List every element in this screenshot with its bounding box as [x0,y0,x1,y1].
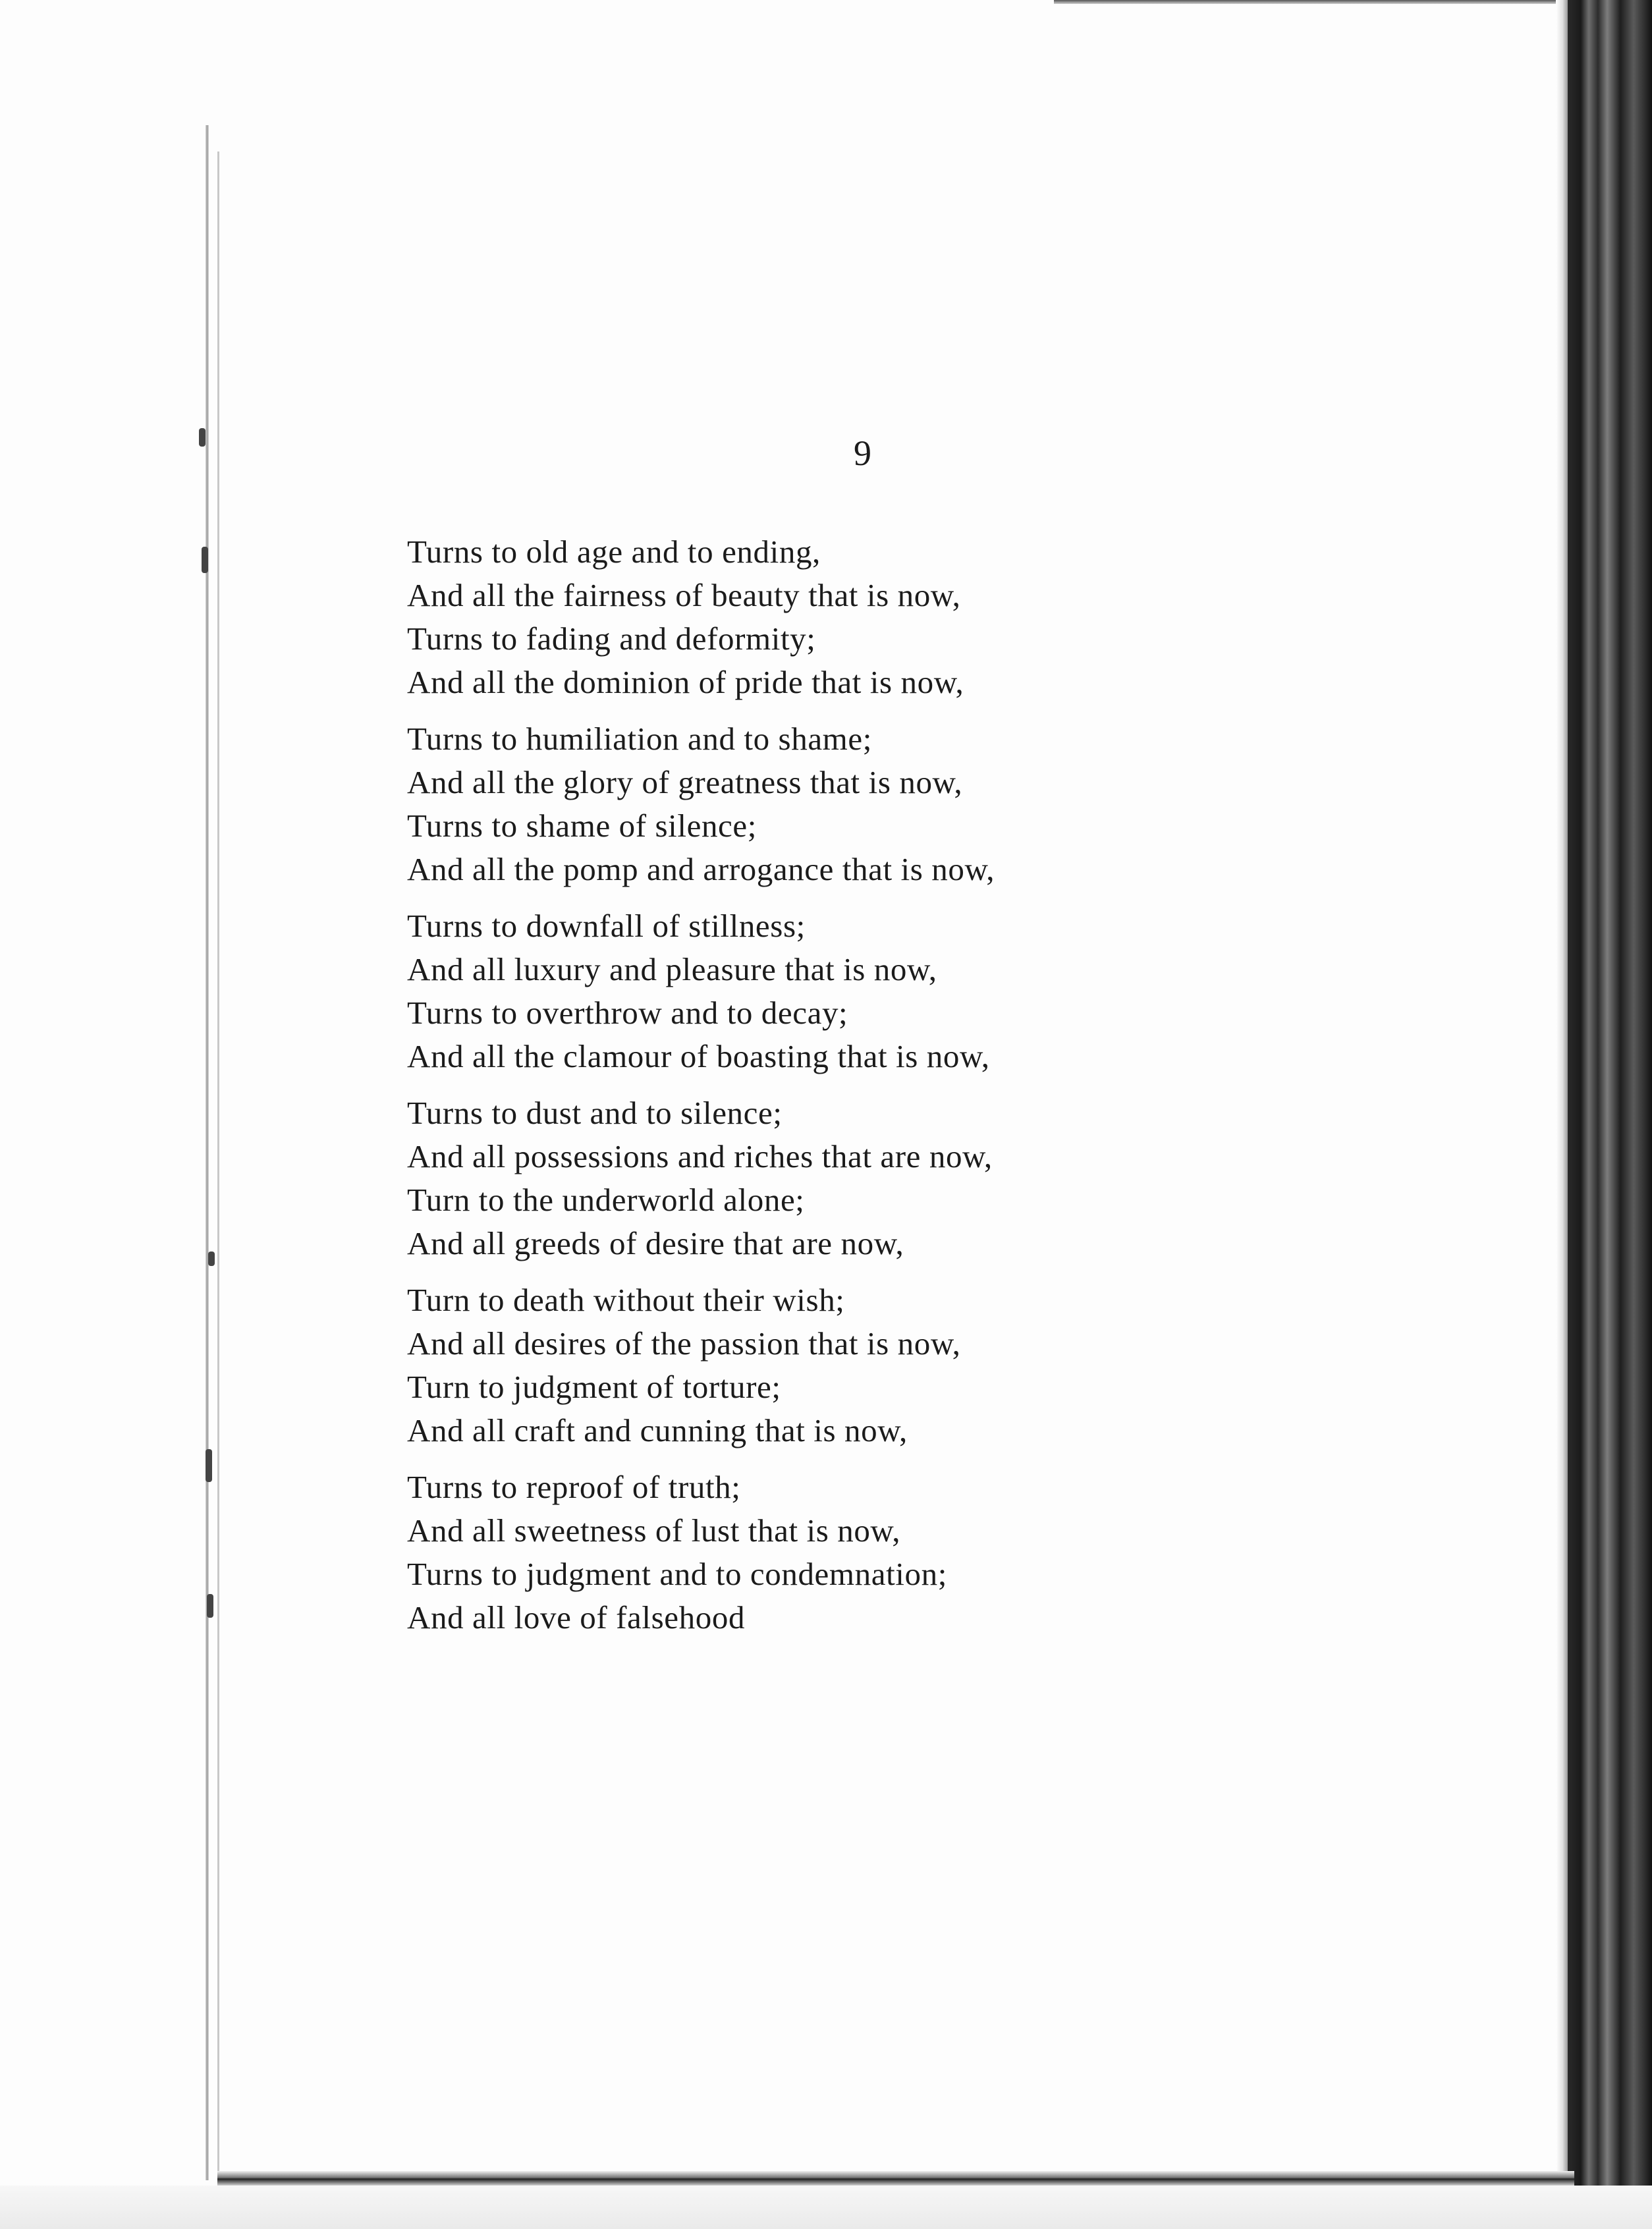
stanza [407,1279,1553,1452]
gutter-speck [206,1449,212,1482]
gutter-speck [199,428,206,447]
poem-line: Turns to humiliation and to shame; [407,721,872,757]
binding-gutter-line [206,125,209,2180]
stanza [407,1466,1553,1639]
poem-line: And all possessions and riches that are now, [407,1138,993,1174]
poem-text [407,530,1553,1653]
right-binding-edge [1568,0,1652,2229]
poem-line: Turns to dust and to silence; [407,1095,783,1131]
right-page-shadow [1556,0,1569,2229]
stanza [407,530,1553,704]
stanza [407,1091,1553,1265]
poem-line: And all the pomp and arrogance that is now, [407,851,995,887]
poem-line: And all greeds of desire that are now, [407,1225,904,1261]
poem-line: Turn to judgment of torture; [407,1369,781,1405]
stanza [407,904,1553,1078]
poem-line: Turn to the underworld alone; [407,1182,805,1218]
poem-line: And all craft and cunning that is now, [407,1412,908,1448]
gutter-speck [202,547,208,573]
poem-line: And all luxury and pleasure that is now, [407,951,937,987]
gutter-speck [208,1252,215,1266]
binding-gutter-line-secondary [217,151,219,2174]
poem-line: And all the glory of greatness that is now, [407,764,963,800]
bottom-margin [0,2186,1652,2229]
poem-line: And all the dominion of pride that is now, [407,664,964,700]
page-number: 9 [854,433,871,473]
poem-line: Turns to fading and deformity; [407,620,816,657]
poem-line: Turns to downfall of stillness; [407,908,806,944]
bottom-page-edge [217,2171,1574,2186]
stanza [407,717,1553,891]
poem-line: And all the clamour of boasting that is now, [407,1038,990,1074]
poem-line: Turns to judgment and to condemnation; [407,1556,947,1592]
poem-line: And all sweetness of lust that is now, [407,1512,901,1549]
gutter-speck [207,1594,213,1618]
poem-line: Turns to overthrow and to decay; [407,995,848,1031]
poem-line: And all love of falsehood [407,1599,746,1636]
poem-line: Turns to reproof of truth; [407,1469,741,1505]
top-page-edge [1054,0,1568,4]
poem-line: Turns to shame of silence; [407,808,757,844]
poem-line: Turn to death without their wish; [407,1282,845,1318]
poem-line: Turns to old age and to ending, [407,534,821,570]
poem-line: And all desires of the passion that is now, [407,1325,961,1362]
poem-line: And all the fairness of beauty that is now, [407,577,961,613]
